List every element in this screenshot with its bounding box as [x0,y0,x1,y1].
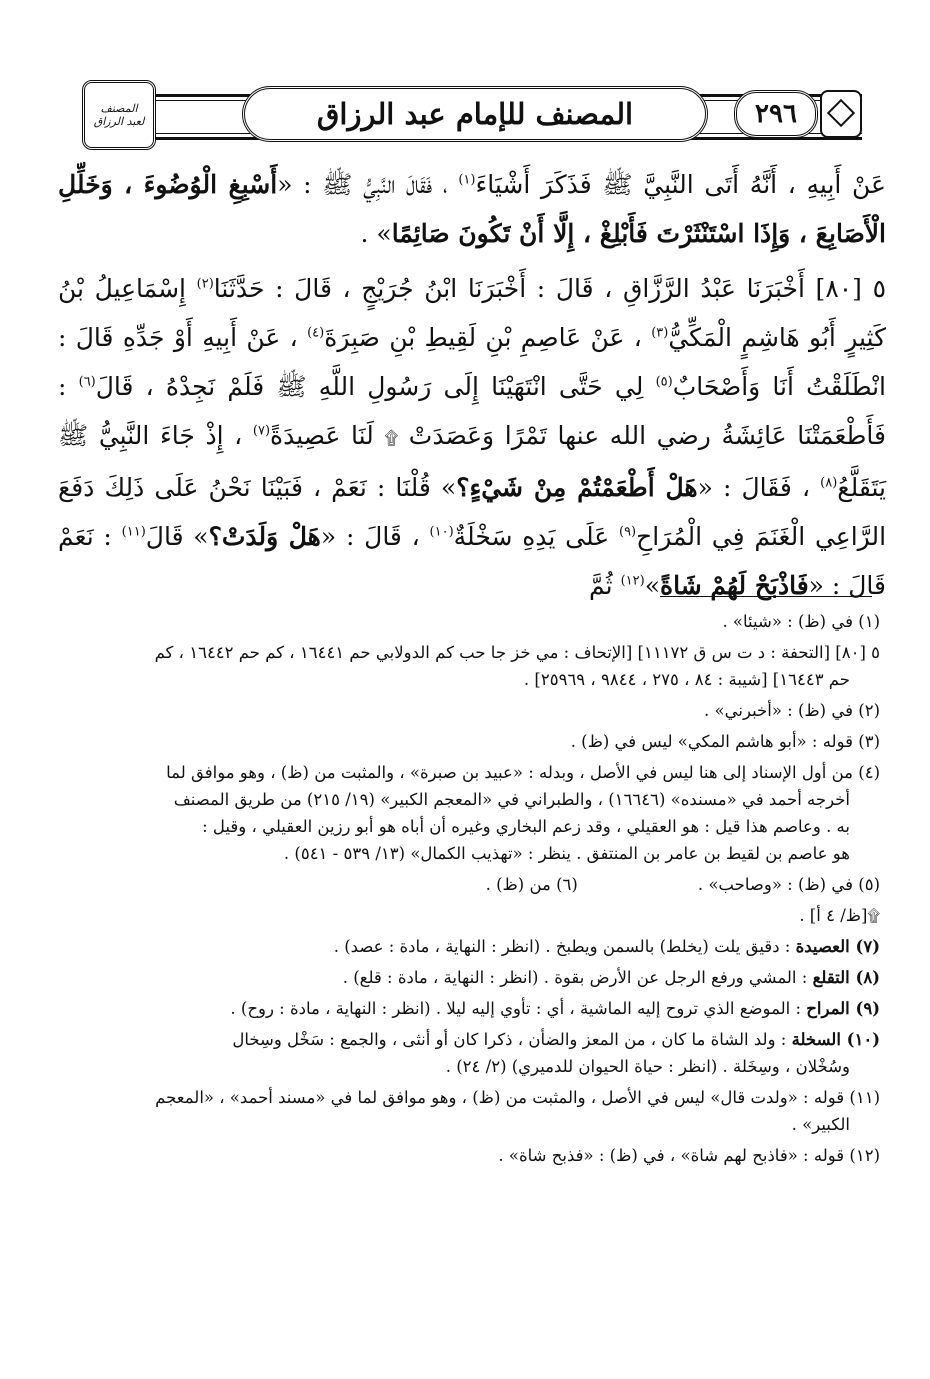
footnote-4-line-2: أخرجه أحمد في «مسنده» (١٦٦٤٦) ، والطبراني في «المعجم الكبير» (١٩/ ٢١٥) من طريق المصنف [173,790,850,809]
footnote-8: (٨) التقلع : المشي ورفع الرجل عن الأرض بقوة . (انظر : النهاية ، مادة : قلع) . [342,968,880,987]
ornament-icon [820,90,862,138]
footnote-ref: (١٢) [620,573,645,589]
main-text [58,160,886,610]
footnote-ref: (٢) [196,276,214,292]
seal-line2: لعبد الرزاق [93,115,145,128]
page-number: ٢٩٦ [734,90,818,138]
book-title: المصنف للإمام عبد الرزاق [242,86,708,142]
footnote-10-line-1: (١٠) السخلة : ولد الشاة ما كان ، من المعز والضأن ، ذكرا كان أو أنثى ، والجمع : سَخْل وسِخال [232,1030,880,1049]
folio-mark-icon: ۩ [384,428,399,449]
footnote-ref: (١٠) [429,524,454,540]
footnote-ref: (١) [458,172,476,188]
footnote-5: (٥) في (ظ) : «وصاحب» . [697,875,880,894]
footnote-4-line-4: هو عاصم بن لقيط بن عامر بن المنتفق . ينظر : «تهذيب الكمال» (١٣/ ٥٣٩ - ٥٤١) . [283,844,850,863]
footnote-ref: (٥) [655,374,673,390]
footnote-7: (٧) العصيدة : دقيق يلت (يخلط) بالسمن ويطبخ . (انظر : النهاية ، مادة : عصد) . [333,937,880,956]
hadith-text: فَاذْبَحْ لَهُمْ شَاةً [660,571,809,600]
footnote-4-line-1: (٤) من أول الإسناد إلى هنا ليس في الأصل ، وبدله : «عبيد بن صبرة» ، والمثبت من (ظ) ، وهو موافق لما [166,763,880,782]
footnote-6: (٦) من (ظ) . [485,875,578,894]
paragraph-1: عَنْ أَبِيهِ ، أَنَّهُ أَتَى النَّبِيَّ ﷺ فَذَكَرَ أَشْيَاءَ$^{(١)}$ ، فَقَالَ النَّبِيُّ ﷺ : «أَسْبِغِ الْوُضُوءَ ، وَخَلِّلِ الْأَصَابِعَ ، وَإِذَا اسْتَنْثَرْتَ فَأَبْلِغْ ، إِلَّا أَنْ تَكُونَ صَائِمًا» . [58,170,886,248]
footnote-10-line-2: وسُخْلان ، وسِخَلة . (انظر : حياة الحيوان للدميري) (٢/ ٢٤) . [445,1057,850,1076]
footnote-11-line-2: الكبير» . [791,1115,850,1134]
footnote-pair-5-6 [58,871,880,898]
footnote-ref: (١١) [121,524,146,540]
footnote-ref: (٧) [252,423,271,439]
footnote-12: (١٢) قوله : «فاذبح لهم شاة» ، في (ظ) : «فذبح شاة» . [498,1146,880,1165]
footnote-1: (١) في (ظ) : «شيئا» . [722,612,880,631]
footnote-3: (٣) قوله : «أبو هاشم المكي» ليس في (ظ) . [570,732,880,751]
paragraph-hadith-80: ٥ [٨٠] أَخْبَرَنَا عَبْدُ الرَّزَّاقِ ، قَالَ : أَخْبَرَنَا ابْنُ جُرَيْجٍ ، قَالَ : حَدَّثَنَا$^{(٢)}$ إِسْمَاعِيلُ بْنُ كَثِيرٍ أَبُو هَاشِمٍ الْمَكِّيُّ$^{(٣)}$ ، عَنْ عَاصِمِ بْنِ لَقِيطِ بْنِ صَبِرَةَ$^{(٤)}$ ، عَنْ أَبِيهِ أَوْ جَدِّهِ قَالَ : انْطَلَقْتُ أَنَا وَأَصْحَابٌ$^{(٥)}$ لِي حَتَّى انْتَهَيْنَا إِلَى رَسُولِ اللَّهِ ﷺ فَلَمْ نَجِدْهُ ، قَالَ$^{(٦)}$ : فَأَطْعَمَتْنَا عَائِشَةُ رضي الله عنها تَمْرًا وَعَصَدَتْ ۩ لَنَا عَصِيدَةً$^{(٧)}$ ، إِذْ جَاءَ النَّبِيُّ ﷺ يَتَقَلَّعُ$^{(٨)}$ ، فَقَالَ : «هَلْ أَطْعَمْتُمْ مِنْ شَيْءٍ؟» قُلْنَا : نَعَمْ ، فَبَيْنَا نَحْنُ عَلَى ذَلِكَ دَفَعَ الرَّاعِي الْغَنَمَ فِي الْمُرَاحِ$^{(٩)}$ عَلَى يَدِهِ سَخْلَةٌ$^{(١٠)}$ ، قَالَ : «هَلْ وَلَدَتْ؟» قَالَ$^{(١١)}$ : نَعَمْ قَالَ : «فَاذْبَحْ لَهُمْ شَاةً»$^{(١٢)}$ ثُمَّ [58,274,887,600]
footnote-ref: (٣) [651,325,669,341]
footnote-ref: (٨) [820,475,838,491]
footnote-ref: (٤) [307,325,325,341]
seal-line1: المصنف [100,102,138,115]
hadith-text: هَلْ أَطْعَمْتُمْ مِنْ شَيْءٍ؟ [456,473,698,502]
footnote-ref: (٩) [618,524,637,540]
footnotes [58,608,880,1173]
folio-note: ۩[ظ/ ٤ أ] . [799,906,880,925]
footnote-2: (٢) في (ظ) : «أخبرني» . [704,701,880,720]
footnote-ref: (٦) [78,374,96,390]
tahqiq-line-2: حم ١٦٤٤٣] [شيبة : ٨٤ ، ٢٧٥ ، ٩٨٤٤ ، ٢٥٩٦٩] . [523,670,850,689]
footnote-11-line-1: (١١) قوله : «ولدت قال» ليس في الأصل ، والمثبت من (ظ) ، وهو موافق لما في «مسند أحمد» ، «المعجم [155,1088,880,1107]
footnote-9: (٩) المراح : الموضع الذي تروح إليه الماشية ، أي : تأوي إليه ليلا . (انظر : النهاية ، مادة : روح) . [230,999,880,1018]
hadith-text: أَسْبِغِ الْوُضُوءَ ، وَخَلِّلِ الْأَصَابِعَ ، وَإِذَا اسْتَنْثَرْتَ فَأَبْلِغْ ، إِلَّا أَنْ تَكُونَ صَائِمًا [58,170,886,248]
footnote-4-line-3: به . وعاصم هذا قيل : هو العقيلي ، وقد زعم البخاري وغيره أن أباه هو أبو رزين العقيلي ، وقيل : [202,817,850,836]
page-header [82,80,862,144]
hadith-text: هَلْ وَلَدَتْ؟ [208,522,321,551]
tahqiq-line-1: ٥ [٨٠] [التحفة : د ت س ق ١١١٧٢] [الإتحاف : مي خز جا حب كم الدولابي حم ١٦٤٤١ ، كم حم ١٦٤٤٢ ، كم [154,643,880,662]
footnote-separator [660,596,872,597]
publisher-seal [82,80,156,150]
